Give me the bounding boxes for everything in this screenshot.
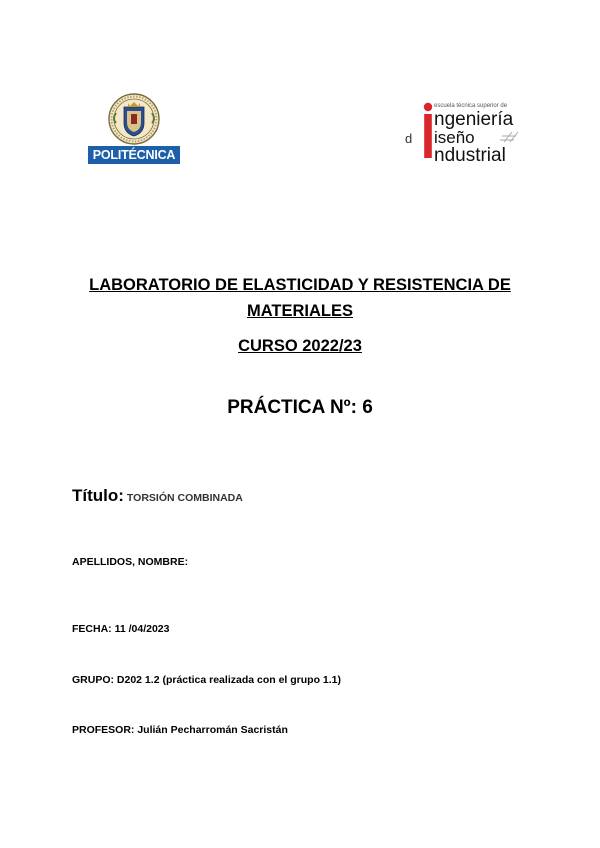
etsidi-line-2-prefix: d [405, 131, 413, 146]
etsidi-tagline: escuela técnica superior de [434, 103, 508, 109]
etsidi-line-3: ndustrial [434, 145, 506, 166]
nombre-field: APELLIDOS, NOMBRE: [72, 556, 189, 568]
upm-crest-icon [108, 93, 160, 145]
etsidi-line-2: iseño [434, 128, 475, 147]
lab-title: LABORATORIO DE ELASTICIDAD Y RESISTENCIA DE MATERIALES [89, 276, 511, 320]
titulo-field [72, 486, 243, 506]
upm-banner-text: POLITÉCNICA [88, 146, 180, 164]
course-title: CURSO 2022/23 [238, 337, 362, 355]
titulo-value: TORSIÓN COMBINADA [126, 492, 243, 504]
profesor-field: PROFESOR: Julián Pecharromán Sacristán [72, 724, 288, 736]
etsidi-logo-graphic [400, 98, 540, 168]
titulo-label: Título: [72, 486, 124, 505]
fecha-field: FECHA: 11 /04/2023 [72, 623, 170, 635]
upm-logo [88, 93, 180, 166]
grupo-field: GRUPO: D202 1.2 (práctica realizada con el grupo 1.1) [72, 674, 342, 686]
etsidi-line-1: ngeniería [434, 109, 514, 130]
etsidi-logo [400, 98, 540, 168]
practice-number: PRÁCTICA Nº: 6 [227, 397, 373, 418]
